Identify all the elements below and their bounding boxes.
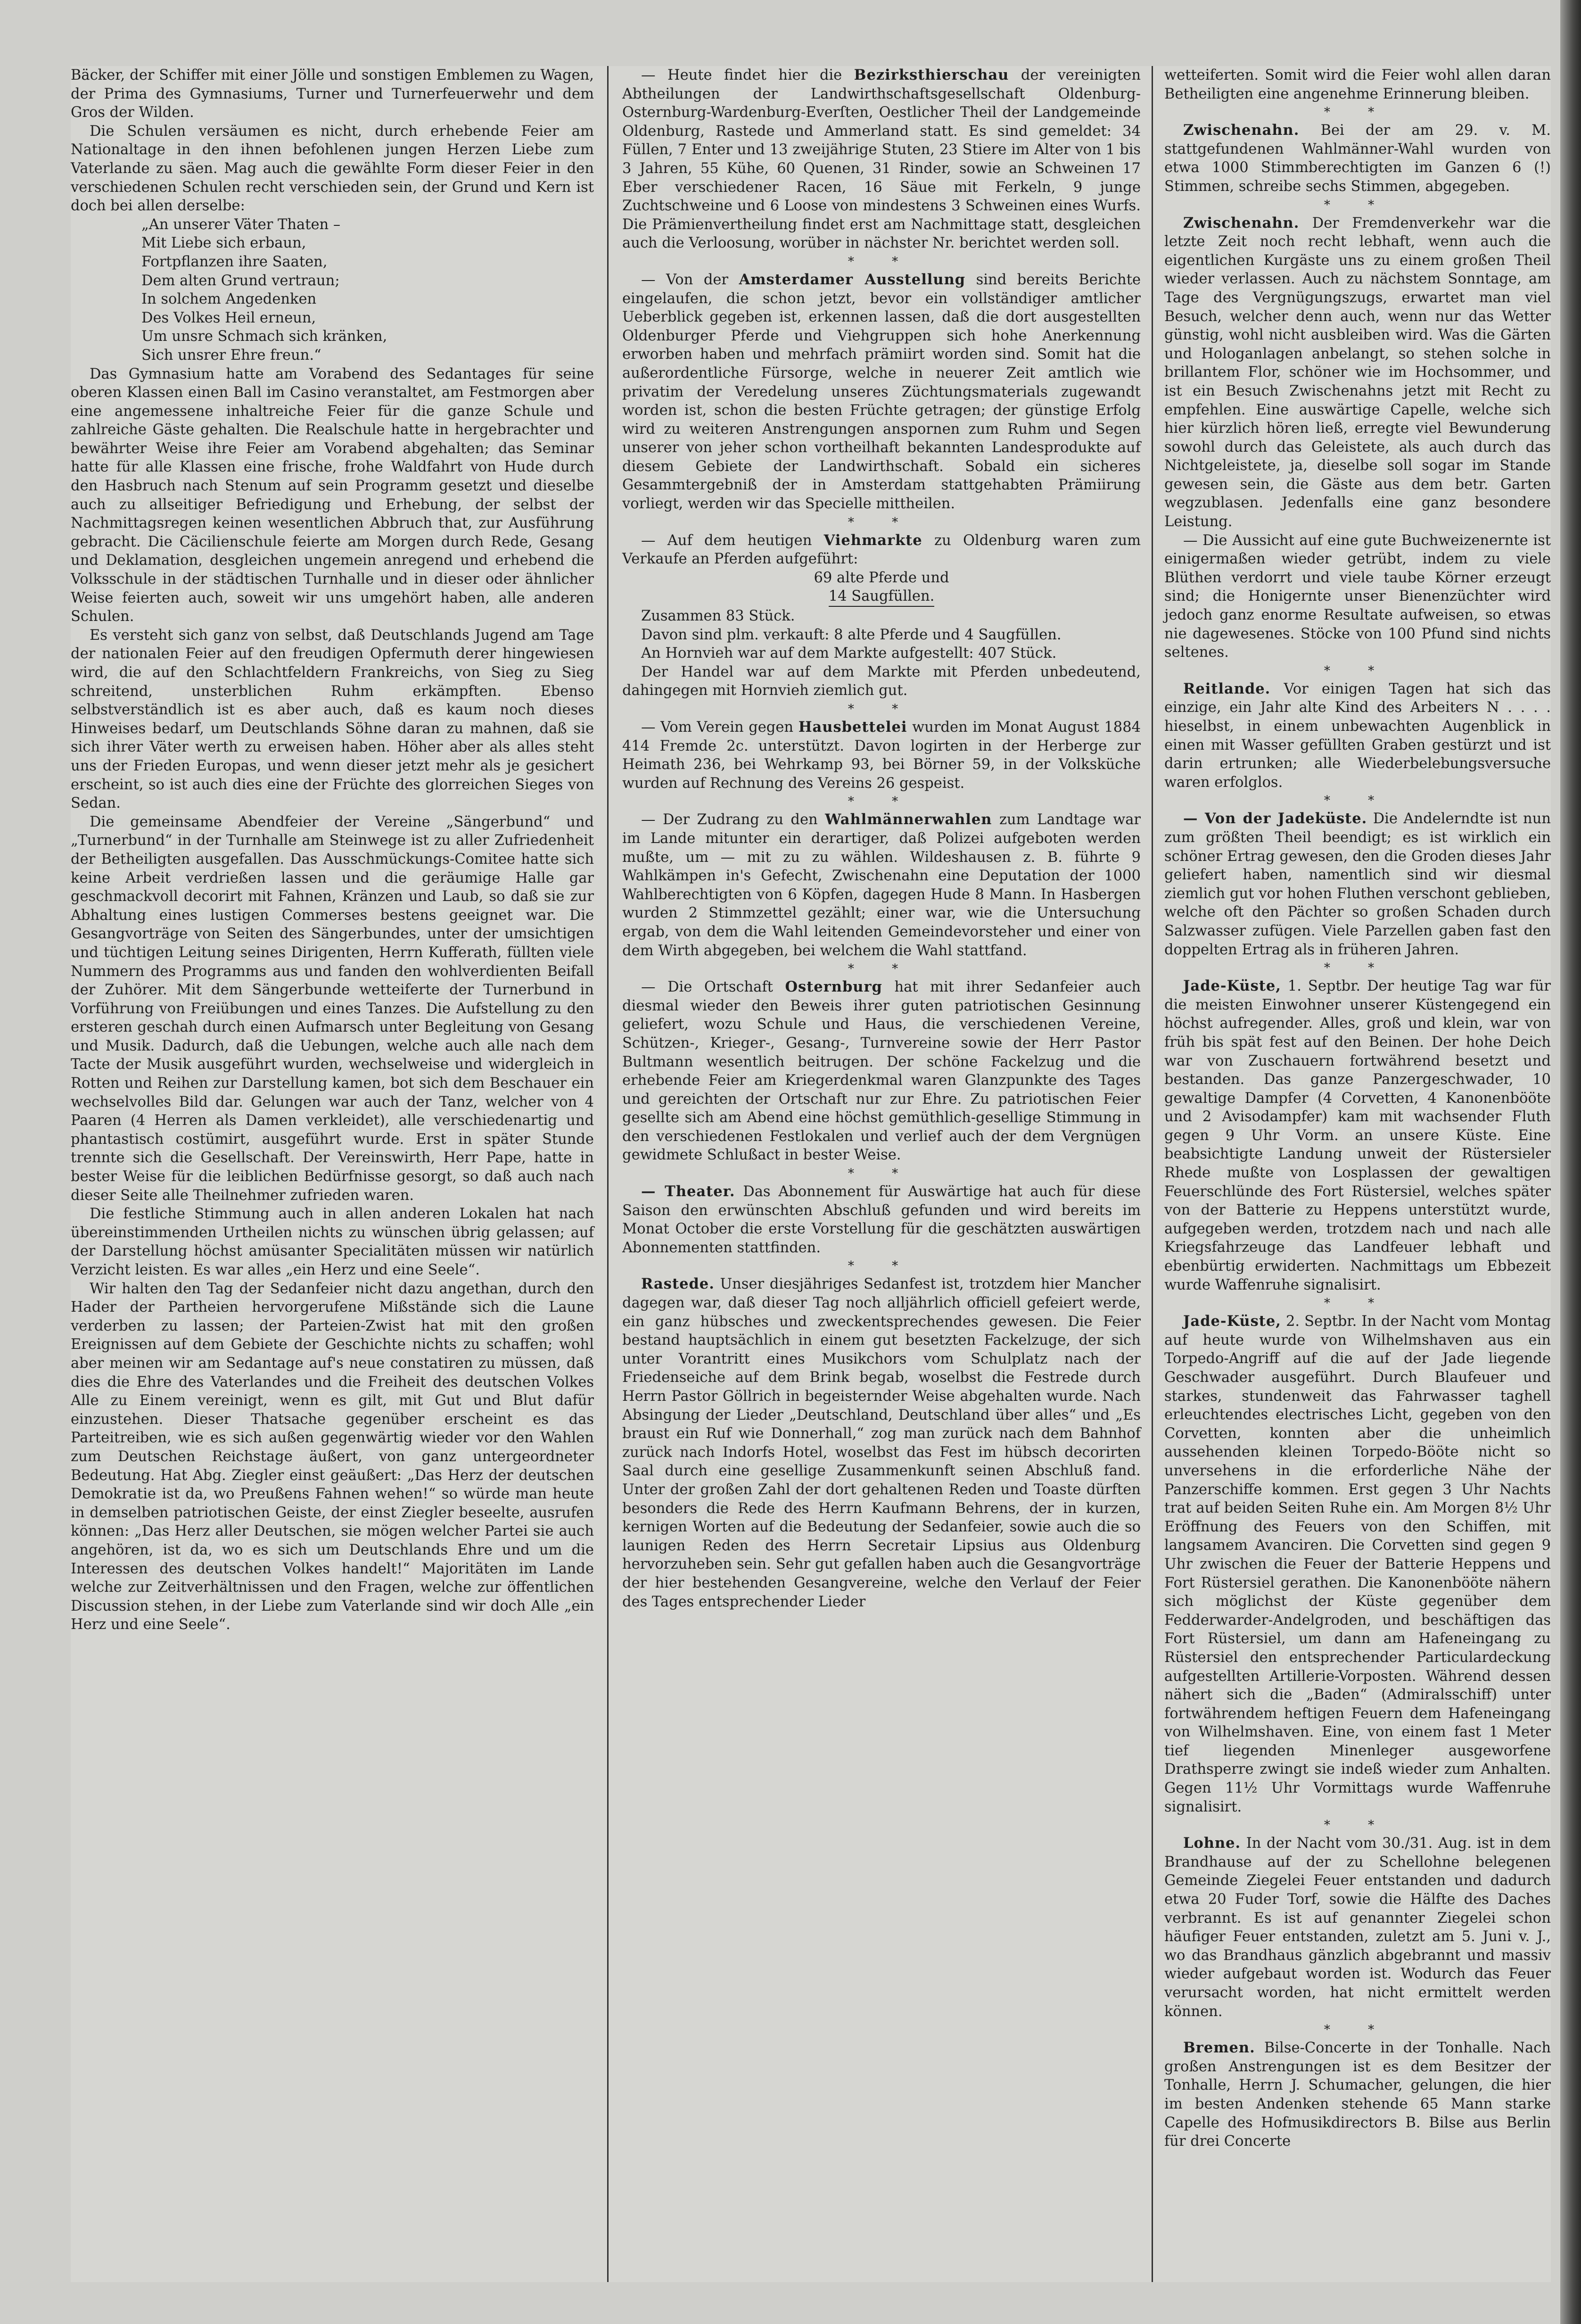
article-heading: — Theater. (641, 1183, 735, 1200)
column-3 (1164, 66, 1551, 2282)
article-osternburg: — Die Ortschaft Osternburg hat mit ihrer Sedanfeier auch diesmal wieder den Beweis ihrer guten patriotischen Gesinnung geliefert, wozu Schule und Haus, die verschiedenen Vereine, Schützen-, Krieger-, Gesang-, Turnvereine sowie der Herr Pastor Bultmann wesentlich beitrugen. Der schöne Fackelzug und die erhebende Feier am Kriegerdenkmal waren Glanzpunkte des Tages und gereichten der Ortschaft nur zur Ehre. Zu patriotischen Feier gesellte sich am Abend eine höchst gemüthlich-gesellige Stimmung in den verschiedenen Festlokalen und verlief auch der dem Vergnügen gewidmete Schlußact in bester Weise. (622, 978, 1141, 1164)
article-lohne: Lohne. In der Nacht vom 30./31. Aug. ist in dem Brandhause auf der zu Schellohne belegenen Gemeinde Ziegelei Feuer entstanden und dadurch etwa 20 Fuder Torf, sowie die Hälfte des Daches verbrannt. Es ist auf genannter Ziegelei schon häufiger Feuer entstanden, zuletzt am 5. Juni v. J., wo das Brandhaus gänzlich abgebrannt und massiv wieder aufgebaut worden ist. Wodurch das Feuer verursacht worden, hat nicht ermittelt werden können. (1164, 1835, 1551, 2020)
separator-stars: * * (1324, 794, 1392, 808)
separator-stars: * * (1324, 198, 1392, 212)
separator-stars: * * (1324, 1296, 1392, 1311)
article-heading: Zwischenahn. (1183, 122, 1300, 139)
paragraph: Es versteht sich ganz von selbst, daß Deutschlands Jugend am Tage der nationalen Feier auf den freudigen Opfermuth derer hingewiesen wird, die auf den Schlachtfeldern Frankreichs, von Sieg zu Sieg schreitend, unsterblichen Ruhm erkämpften. Ebenso selbstverständlich ist es aber auch, daß es kaum noch dieses Hinweises bedarf, um Deutschlands Söhne daran zu mahnen, daß sie sich ihrer Väter werth zu erweisen haben. Höher aber als alles steht uns der Frieden Europas, und wenn dieser jetzt mehr als je gesichert erscheint, so ist auch dies eine der Früchte des glorreichen Sieges von Sedan. (71, 627, 594, 812)
article-rastede: Rastede. Unser diesjähriges Sedanfest ist, trotzdem hier Mancher dagegen war, daß dieser Tag noch alljährlich officiell gefeiert werde, ein ganz hübsches und zweckentsprechendes gewesen. Die Feier bestand hauptsächlich in einem gut besetzten Fackelzuge, der sich unter Vorantritt eines Musikchors vom Schulplatz nach der Friedenseiche auf dem Brink begab, woselbst die Festrede durch Herrn Pastor Göllrich in begeisternder Weise abgehalten wurde. Nach Absingung der Lieder „Deutschland, Deutschland über alles“ und „Es braust ein Ruf wie Donnerhall,“ zog man zurück nach dem Bahnhof zurück nach Indorfs Hotel, woselbst das Fest im hübsch decorirten Saal durch eine gesellige Zusammenkunft seinen Abschluß fand. Unter der großen Zahl der dort gehaltenen Reden und Toaste dürften besonders die Rede des Herrn Kaufmann Behrens, der in kurzen, kernigen Worten auf die Bedeutung der Sedanfeier, sowie auch die so launigen Reden des Herrn Secretair Lipsius aus Oldenburg hervorzuheben sein. Sehr gut gefallen haben auch die Gesangvorträge der hier bestehenden Gesangvereine, welche den Verlauf der Feier des Tages entsprechender Lieder (622, 1275, 1141, 1610)
verse-line: Mit Liebe sich erbaun, (141, 235, 306, 252)
article-heading: — Von der Jadeküste. (1183, 810, 1367, 827)
article-heading: Osternburg (785, 978, 882, 996)
article-heading: Amsterdamer Ausstellung (739, 271, 966, 288)
paragraph: Davon sind plm. verkauft: 8 alte Pferde und 4 Saugfüllen. (641, 626, 1062, 643)
article-bezirksthierschau: — Heute findet hier die Bezirksthierschau der vereinigten Abtheilungen der Landwirthschaftsgesellschaft Oldenburg-Osternburg-Wardenburg-Everſten, Oestlicher Theil der Landgemeinde Oldenburg, Rastede und Ammerland statt. Es sind gemeldet: 34 Füllen, 7 Enter und 13 zweijährige Stuten, 23 Stiere im Alter von 1 bis 3 Jahren, 55 Kühe, 60 Quenen, 31 Rinder, sowie an Schweinen 17 Eber verschiedener Racen, 16 Säue mit Ferkeln, 9 junge Zuchtschweine und 6 Loose von mindestens 3 Schweinen eines Wurfs. Die Prämienvertheilung findet erst am Nachmittage statt, desgleichen auch die Verloosung, worüber in nächster Nr. berichtet werden soll. (622, 66, 1141, 252)
article-jade-kueste-1: Jade-Küste, 1. Septbr. Der heutige Tag war für die meisten Einwohner unserer Küstengegend ein höchst aufregender. Alles, groß und klein, war von früh bis spät fest auf den Beinen. Der hohe Deich war von Zuschauern fortwährend besetzt und bestanden. Das ganze Panzergeschwader, 10 gewaltige Dampfer (4 Corvetten, 4 Kanonenbööte und 2 Avisodampfer) kam mit wachsender Fluth gegen 9 Uhr Vorm. an unsere Küste. Eine beabsichtigte Landung unweit der Rüstersieler Rhede mußte von Losplassen der gewaltigen Feuerschlünde des Fort Rüstersiel, welches später von der Batterie zu Heppens unterstützt wurde, aufgegeben werden, trotzdem nach und nach alle Kriegsfahrzeuge das Landfeuer lebhaft und ebenbürtig erwiderten. Nachmittags um Ebbezeit wurde Waffenruhe signalisirt. (1164, 977, 1551, 1293)
article-heading: Rastede. (641, 1275, 715, 1293)
newspaper-page (71, 66, 1551, 2282)
separator-stars: * * (848, 515, 915, 529)
article-heading: Reitlande. (1183, 680, 1271, 697)
paragraph: Die Schulen versäumen es nicht, durch erhebende Feier am Nationaltage in den ihnen befohlenen jungen Herzen Liebe zum Vaterlande zu säen. Mag auch die gewählte Form dieser Feier in den verschiedenen Schulen recht verschieden sein, der Grund und Kern ist doch bei allen derselbe: (71, 123, 594, 215)
article-bremen: Bremen. Bilse-Concerte in der Tonhalle. Nach großen Anstrengungen ist es dem Besitzer der Tonhalle, Herrn J. Schumacher, gelungen, die hier im besten Andenken stehende 65 Mann starke Capelle des Hofmusikdirectors B. Bilse aus Berlin für drei Concerte (1164, 2039, 1551, 2150)
article-wahlmaennerwahlen: — Der Zudrang zu den Wahlmännerwahlen zum Landtage war im Lande mitunter ein derartiger, daß Polizei aufgeboten werden mußte, um — mit zu zu wählen. Wildeshausen z. B. führte 9 Wahlkämpen in's Gefecht, Zwischenahn eine Deputation der 1000 Wahlberechtigten von 6 Köpfen, dagegen Hude 8 Mann. In Hasbergen wurden 2 Stimmzettel gezählt; einer war, wie die Untersuchung ergab, von dem die Wahl leitenden Gemeindevorsteher und einer von dem Wirth abgegeben, bei welchem die Wahl stattfand. (622, 811, 1141, 959)
verse-line: In solchem Angedenken (141, 291, 317, 308)
separator-stars: * * (848, 1166, 915, 1181)
separator-stars: * * (1324, 2023, 1392, 2037)
article-heading: Viehmarkte (823, 531, 922, 549)
article-viehmarkt: — Auf dem heutigen Viehmarkte zu Oldenburg waren zum Verkaufe an Pferden aufgeführt: (622, 531, 1141, 568)
separator-stars: * * (1324, 961, 1392, 976)
paragraph: Wir halten den Tag der Sedanfeier nicht dazu angethan, durch den Hader der Partheien hervorgerufene Mißstände sich die Laune verderben zu lassen; der Parteien-Zwist hat mit den großen Ereignissen auf dem Gebiete der Geschichte nichts zu schaffen; wohl aber meinen wir am Sedantage auf's neue constatiren zu müssen, daß dies die Ehre des Vaterlandes und die Freiheit des deutschen Volkes Alle zu Einem vereinigt, wenn es gilt, mit Gut und Blut dafür einzustehen. Dieser Thatsache gegenüber erscheint es das Parteitreiben, wie es sich außen gegenwärtig wieder vor den Wahlen zum Deutschen Reichstage äußert, von ganz untergeordneter Bedeutung. Hat Abg. Ziegler einst geäußert: „Das Herz der deutschen Demokratie ist da, wo Preußens Fahnen wehen!“ so würde man heute in demselben patriotischen Geiste, der einst Ziegler beseelte, ausrufen können: „Das Herz aller Deutschen, sie mögen welcher Partei sie auch angehören, ist da, wo es sich um Deutschlands Ehre und um die Interessen des deutschen Volkes handelt!“ Majoritäten im Lande welche zur Zeitverhältnissen und den Fragen, welche zur öffentlichen Discussion stehen, in der Liebe zum Vaterlande sind wir doch Alle „ein Herz und eine Seele“. (71, 1280, 594, 1633)
paragraph: wetteiferten. Somit wird die Feier wohl allen daran Betheiligten eine angenehme Erinnerung bleiben. (1164, 67, 1551, 102)
separator-stars: * * (1324, 663, 1392, 678)
verse-line: Des Volkes Heil erneun, (141, 309, 316, 326)
article-zwischenahn-2: Zwischenahn. Der Fremdenverkehr war die letzte Zeit noch recht lebhaft, wenn auch die eigentlichen Kurgäste uns zu einem großen Theil wieder verlassen. Auch zu nächstem Sonntage, am Tage des Vergnügungszugs, erwartet man viel Besuch, welcher denn auch, wenn nur das Wetter günstig, wohl nicht ausbleiben wird. Was die Gärten und Hologanlagen anbelangt, so stehen solche in brillantem Flor, schöner wie im Hochsommer, und ist ein Besuch Zwischenahns jetzt mit Recht zu empfehlen. Eine auswärtige Capelle, welche sich hier kürzlich hören ließ, erregte viel Bewunderung sowohl durch das Geleistete, als auch durch das Nichtgeleistete, ja, dieselbe soll sogar im Stande gewesen sein, die Gäste aus dem betr. Garten wegzublasen. Jedenfalls eine ganz besondere Leistung. (1164, 214, 1551, 530)
paragraph: An Hornvieh war auf dem Markte aufgestellt: 407 Stück. (641, 645, 1057, 662)
column-rule-left (607, 66, 609, 2282)
article-heading: Jade-Küste, (1183, 1313, 1281, 1330)
article-reitlande: Reitlande. Vor einigen Tagen hat sich das einzige, ein Jahr alte Kind des Arbeiters N . . . . hieselbst, in einem unbewachten Augenblick in einen mit Wasser gefüllten Graben gestürzt und ist darin ertrunken; alle Wiederbelebungsversuche waren erfolglos. (1164, 680, 1551, 791)
article-heading: Zwischenahn. (1183, 214, 1300, 232)
article-theater: — Theater. Das Abonnement für Auswärtige hat auch für diese Saison den erwünschten Abschluß gefunden und wird bereits im Monat October die erste Vorstellung für die geschätzten auswärtigen Abonnementen stattfinden. (622, 1183, 1141, 1256)
paragraph: Der Handel war auf dem Markte mit Pferden unbedeutend, dahingegen mit Hornvieh ziemlich gut. (622, 663, 1141, 699)
article-heading: Wahlmännerwahlen (825, 811, 992, 828)
article-hausbettelei: — Vom Verein gegen Hausbettelei wurden im Monat August 1884 414 Fremde 2c. unterstützt. Davon logirten in der Herberge zur Heimath 236, bei Wehrkamp 93, bei Börner 59, in der Volksküche wurden auf Rechnung des Vereins 26 gespeist. (622, 719, 1141, 792)
separator-stars: * * (1324, 1818, 1392, 1833)
paragraph: — Die Aussicht auf eine gute Buchweizenernte ist einigermaßen wieder getrübt, indem zu viele Blüthen verdorrt und viele taube Körner erzeugt sind; die Honigernte unser Bienenzüchter wird jedoch ganz enorme Resultate aufweisen, so etwas nie dagewesenes. Stöcke von 100 Pfund sind nichts seltenes. (1164, 532, 1551, 661)
verse-line: Dem alten Grund vertraun; (141, 272, 340, 289)
tally-sum: Zusammen 83 Stück. (641, 608, 795, 625)
verse-line: Um unsre Schmach sich kränken, (141, 328, 387, 345)
verse-line: Fortpflanzen ihre Saaten, (141, 253, 328, 270)
paragraph: Die gemeinsame Abendfeier der Vereine „Sängerbund“ und „Turnerbund“ in der Turnhalle am Steinwege ist zu aller Zufriedenheit der Betheiligten ausgefallen. Das Ausschmückungs-Comitee hatte sich keine Arbeit verdrießen lassen und die geräumige Halle gar geschmackvoll decorirt mit Fahnen, Kränzen und Laub, so daß sie zur Abhaltung eines lustigen Commerses bestens geeignet war. Die Gesangvorträge von Seiten des Sängerbundes, unter der umsichtigen und tüchtigen Leitung seines Dirigenten, Herrn Kufferath, füllten viele Nummern des Programms aus und fanden den wohlverdienten Beifall der Zuhörer. Mit dem Sängerbunde wetteiferte der Turnerbund in Vorführung von Freiübungen und eines Tanzes. Die Aufstellung zu den ersteren geschah durch einen Aufmarsch unter Begleitung von Gesang und Musik. Dadurch, daß die Uebungen, welche auch alle nach dem Tacte der Musik ausgeführt wurden, wechselweise und widergleich in Rotten und Reihen zur Darstellung kamen, bot sich dem Beschauer ein wechselvolles Bild dar. Gelungen war auch der Tanz, welcher von 4 Paaren (4 Herren als Damen verkleidet), alle verschiedenartig und phantastisch costümirt, ausgeführt wurde. Erst in später Stunde trennte sich die Gesellschaft. Der Vereinswirth, Herr Pape, hatte in bester Weise für die leiblichen Bedürfnisse gesorgt, so daß auch nach dieser Seite alle Theilnehmer zufrieden waren. (71, 813, 594, 1204)
separator-stars: * * (848, 1259, 915, 1274)
article-heading: Bremen. (1183, 2039, 1255, 2057)
verse-line: „An unserer Väter Thaten – (141, 216, 341, 233)
article-zwischenahn-1: Zwischenahn. Bei der am 29. v. M. stattgefundenen Wahlmänner-Wahl wurden von etwa 1000 Stimmberechtigten im Ganzen 6 (!) Stimmen, schreibe sechs Stimmen, abgegeben. (1164, 122, 1551, 195)
page-edge-shadow (1560, 0, 1581, 2324)
separator-stars: * * (848, 702, 915, 716)
article-heading: Jade-Küste, (1183, 977, 1281, 995)
separator-stars: * * (848, 254, 915, 269)
column-1 (71, 66, 594, 2282)
column-rule-right (1152, 66, 1153, 2282)
separator-stars: * * (1324, 105, 1392, 120)
article-heading: Lohne. (1183, 1835, 1241, 1852)
separator-stars: * * (848, 962, 915, 976)
article-jadekueste: — Von der Jadeküste. Die Andelerndte ist nun zum größten Theil beendigt; es ist wirklich ein schöner Ertrag gewesen, den die Groden dieses Jahr geliefert haben, namentlich sind wir diesmal ziemlich gut vor hohen Fluthen verschont geblieben, welche oft den Pächter so großen Schaden durch Salzwasser zufügen. Viele Parzellen gaben fast den doppelten Ertrag als in früheren Jahren. (1164, 810, 1551, 958)
paragraph: Die festliche Stimmung auch in allen anderen Lokalen hat nach übereinstimmenden Urtheilen nichts zu wünschen übrig gelassen; auf der Darstellung höchst amüsanter Specialitäten müssen wir natürlich Verzicht leisten. Es war alles „ein Herz und eine Seele“. (71, 1206, 594, 1278)
column-2 (622, 66, 1141, 2282)
separator-stars: * * (848, 794, 915, 809)
paragraph: Das Gymnasium hatte am Vorabend des Sedantages für seine oberen Klassen einen Ball im Casino veranstaltet, am Festmorgen aber eine angemessene inhaltreiche Feier für die ganze Schule und zahlreiche Gäste gehalten. Die Realschule hatte in hergebrachter und bewährter Weise ihre Feier am Vorabend abgehalten; das Seminar hatte für alle Klassen eine frische, frohe Waldfahrt von Hude durch den Hasbruch nach Stenum auf sein Programm gesetzt und dieselbe auch zu allseitiger Befriedigung und Erhebung, der selbst der Nachmittagsregen keinen wesentlichen Abbruch that, zur Ausführung gebracht. Die Cäcilienschule feierte am Morgen durch Rede, Gesang und Deklamation, desgleichen ungemein anregend und erhebend die Volksschule in der städtischen Turnhalle und in dieser oder ähnlicher Weise feierten auch, soweit wir uns umgehört haben, alle anderen Schulen. (71, 365, 594, 625)
tally-line: 69 alte Pferde und (814, 569, 949, 586)
article-heading: Hausbettelei (798, 719, 907, 736)
article-heading: Bezirksthierschau (854, 66, 1009, 83)
article-jade-kueste-2: Jade-Küste, 2. Septbr. In der Nacht vom Montag auf heute wurde von Wilhelmshaven aus ein Torpedo-Angriff auf die auf der Jade liegende Geschwader ausgeführt. Durch Blaufeuer und starkes, stundenweit das Fahrwasser taghell erleuchtendes electrisches Licht, gegeben von den Corvetten, konnten aber die unheimlich aussehenden kleinen Torpedo-Bööte nicht so unversehens in die erforderliche Nähe der Panzerschiffe kommen. Erst gegen 3 Uhr Nachts trat auf beiden Seiten Ruhe ein. Am Morgen 8½ Uhr Eröffnung des Feuers von den Schiffen, mit langsamem Avanciren. Die Corvetten sind gegen 9 Uhr zwischen die Feuer der Batterie Heppens und Fort Rüstersiel gerathen. Die Kanonenbööte nähern sich möglichst der Küste gegenüber dem Fedderwarder-Andelgroden, und beschäftigen das Fort Rüstersiel, um dann am Hafeneingang zu Rüstersiel den entsprechender Particulardeckung aufgestellten Artillerie-Vorposten. Während dessen nähert sich die „Baden“ (Admiralsschiff) unter fortwährendem heftigen Feuern dem Hafeneingang von Wilhelmshaven. Eine, von einem fast 1 Meter tief liegenden Minenleger ausgeworfene Drathsperre zwingt sie indeß wieder zum Anhalten. Gegen 11½ Uhr Vormittags wurde Waffenruhe signalisirt. (1164, 1313, 1551, 1815)
poem-verse (141, 215, 594, 365)
tally-line: 14 Saugfüllen. (829, 587, 935, 607)
article-amsterdam: — Von der Amsterdamer Ausstellung sind bereits Berichte eingelaufen, die schon jetzt, bevor ein vollständiger amtlicher Ueberblick gegeben ist, erkennen lassen, daß die dort ausgestellten Oldenburger Pferde und Viehgruppen sich hohe Anerkennung erworben haben und mehrfach prämiirt worden sind. Somit hat die außerordentliche Fürsorge, welche in neuerer Zeit amtlich wie privatim der Veredelung unseres Züchtungsmaterials zugewandt worden ist, schon die besten Früchte getragen; der günstige Erfolg wird zu weiteren Anstrengungen anspornen zum Ruhm und Segen unserer von jeher schon vortheilhaft bekannten Landesprodukte auf diesem Gebiete der Landwirthschaft. Sobald ein sicheres Gesammtergebniß der in Amsterdam stattgehabten Prämiirung vorliegt, werden wir das Specielle mittheilen. (622, 271, 1141, 513)
verse-line: Sich unsrer Ehre freun.“ (141, 347, 321, 364)
paragraph: Bäcker, der Schiffer mit einer Jölle und sonstigen Emblemen zu Wagen, der Prima des Gymnasiums, Turner und Turnerfeuerwehr und dem Gros der Wilden. (71, 67, 594, 121)
